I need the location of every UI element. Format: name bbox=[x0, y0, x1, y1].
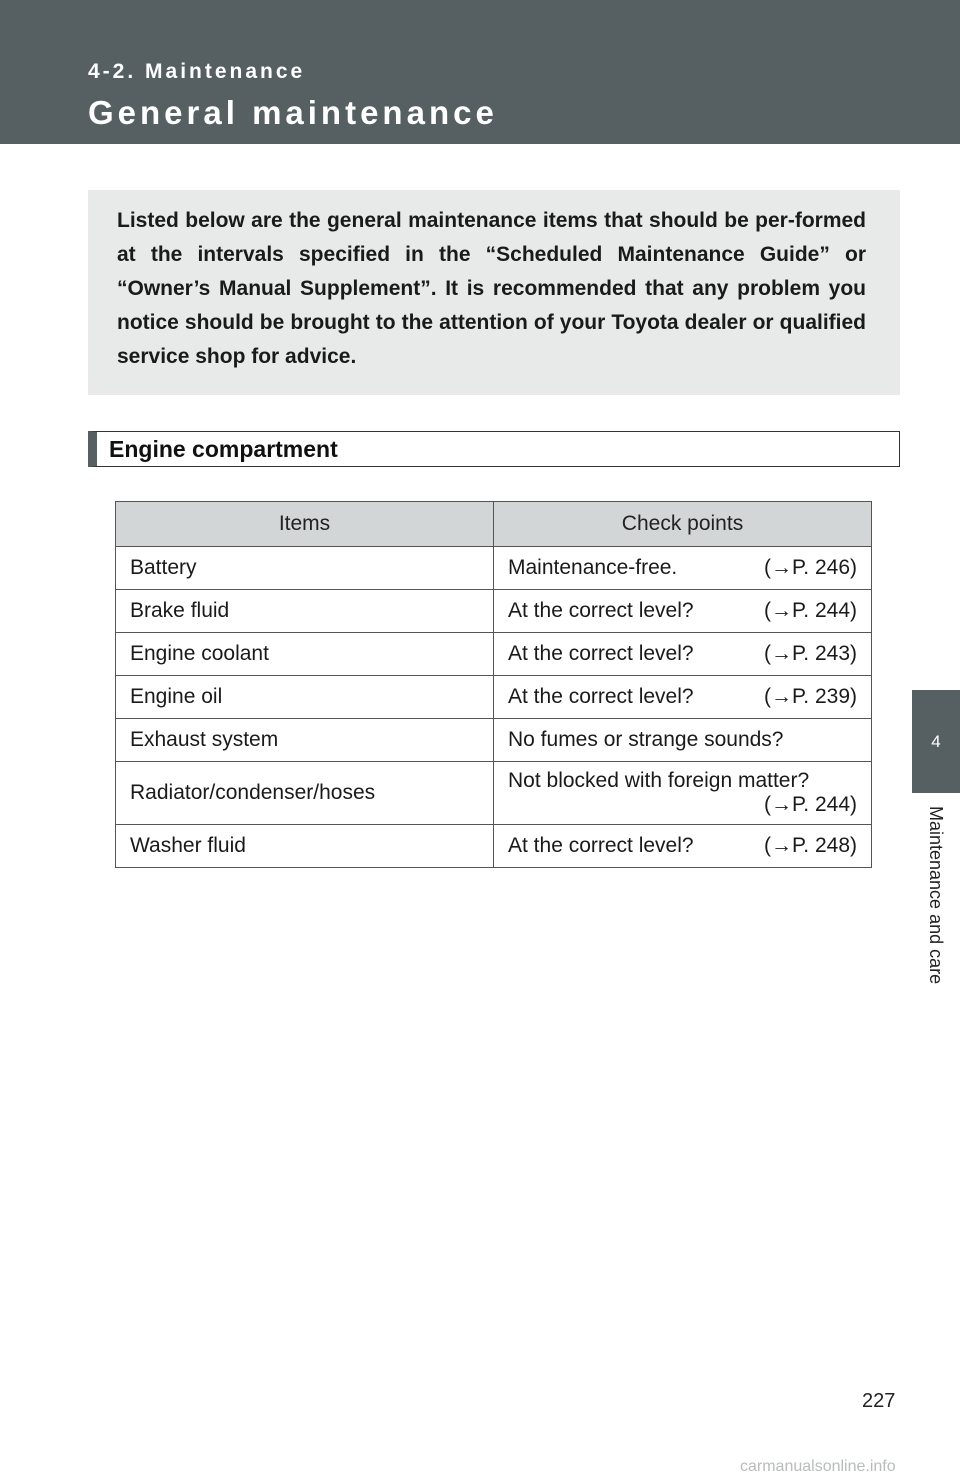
table-header-row bbox=[116, 502, 872, 547]
item-cell: Engine oil bbox=[116, 676, 494, 719]
item-cell: Battery bbox=[116, 547, 494, 590]
check-text: Maintenance-free. bbox=[508, 556, 678, 579]
column-header-items: Items bbox=[116, 502, 494, 547]
chapter-tab-number: 4 bbox=[931, 731, 941, 751]
item-cell: Brake fluid bbox=[116, 590, 494, 633]
table-row bbox=[116, 590, 872, 633]
table-row bbox=[116, 719, 872, 762]
page-reference-link[interactable]: (→P. 248) bbox=[764, 834, 857, 857]
page-title: General maintenance bbox=[88, 94, 498, 131]
item-cell: Radiator/condenser/hoses bbox=[116, 762, 494, 825]
check-text: At the correct level? bbox=[508, 834, 694, 857]
page-reference-link[interactable]: (→P. 244) bbox=[764, 599, 857, 622]
check-text: At the correct level? bbox=[508, 599, 694, 622]
check-cell bbox=[494, 719, 872, 762]
table-row bbox=[116, 676, 872, 719]
subsection-title: Engine compartment bbox=[109, 436, 338, 462]
chapter-side-label-text: Maintenance and care bbox=[926, 806, 946, 985]
check-text: At the correct level? bbox=[508, 685, 694, 708]
page-reference-link[interactable]: (→P. 246) bbox=[764, 556, 857, 579]
check-text: At the correct level? bbox=[508, 642, 694, 665]
table-row bbox=[116, 762, 872, 825]
page-reference-link[interactable]: (→P. 243) bbox=[764, 642, 857, 665]
check-cell bbox=[494, 633, 872, 676]
chapter-header bbox=[0, 0, 960, 144]
table-row bbox=[116, 825, 872, 868]
check-cell bbox=[494, 547, 872, 590]
check-cell bbox=[494, 590, 872, 633]
check-cell bbox=[494, 825, 872, 868]
check-text: No fumes or strange sounds? bbox=[508, 728, 784, 751]
maintenance-table bbox=[115, 501, 872, 868]
table-row bbox=[116, 547, 872, 590]
check-cell bbox=[494, 762, 872, 825]
chapter-tab[interactable] bbox=[912, 690, 960, 793]
watermark-text: carmanualsonline.info bbox=[740, 1458, 896, 1475]
section-number: 4-2. Maintenance bbox=[88, 60, 306, 83]
check-cell bbox=[494, 676, 872, 719]
page-number: 227 bbox=[862, 1390, 896, 1412]
subsection-header bbox=[88, 431, 900, 467]
page-reference-link[interactable]: (→P. 239) bbox=[764, 685, 857, 708]
item-cell: Washer fluid bbox=[116, 825, 494, 868]
column-header-check-points: Check points bbox=[494, 502, 872, 547]
item-cell: Exhaust system bbox=[116, 719, 494, 762]
table-row bbox=[116, 633, 872, 676]
intro-box bbox=[88, 190, 900, 395]
item-cell: Engine coolant bbox=[116, 633, 494, 676]
check-text: Not blocked with foreign matter? bbox=[508, 769, 810, 792]
intro-text: Listed below are the general maintenance items that should be per-formed at the intervals specified in the “Scheduled Maintenance Guide” or “Owner’s Manual Supplement”. It is recommended that any problem you notice should be brought to the attention of your Toyota dealer or qualified service shop for advice. bbox=[117, 209, 866, 368]
page-reference-link[interactable]: (→P. 244) bbox=[764, 793, 857, 816]
